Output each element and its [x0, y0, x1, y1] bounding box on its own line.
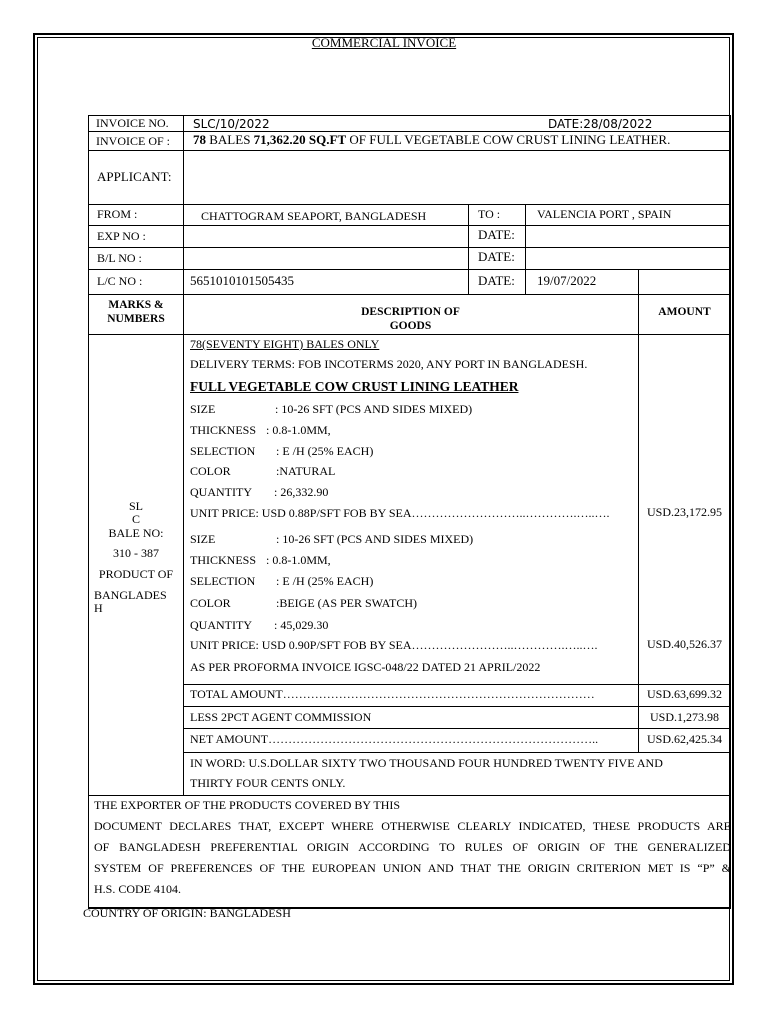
delivery-terms: DELIVERY TERMS: FOB INCOTERMS 2020, ANY PORT IN BANGLADESH.: [190, 357, 588, 371]
declaration-line2: DOCUMENT DECLARES THAT, EXCEPT WHERE OTHERWISE CLEARLY INDICATED, THESE PRODUCTS ARE: [94, 819, 731, 833]
commission-value: USD.1,273.98: [649, 710, 719, 724]
rule: [88, 269, 731, 270]
invoice-of-value: [193, 133, 670, 147]
item2-selection: : E /H (25% EACH): [276, 574, 374, 588]
bales-word: BALES: [209, 132, 251, 147]
rule: [88, 150, 731, 151]
amount-in-words-line2: THIRTY FOUR CENTS ONLY.: [190, 776, 346, 790]
amount-header: AMOUNT: [658, 306, 711, 318]
amount-in-words-line1: IN WORD: U.S.DOLLAR SIXTY TWO THOUSAND FOUR HUNDRED TWENTY FIVE AND: [190, 756, 663, 770]
rule: [88, 334, 731, 335]
declaration-line3: OF BANGLADESH PREFERENTIAL ORIGIN ACCORDING TO RULES OF ORIGIN OF THE GENERALIZED: [94, 840, 731, 854]
item2-thickness: : 0.8-1.0MM,: [266, 553, 331, 567]
desc-header-line2: GOODS: [389, 320, 432, 332]
exp-no-label: EXP NO :: [97, 229, 146, 243]
item1-thickness-label: THICKNESS: [190, 423, 257, 437]
rule: [88, 115, 731, 116]
declaration-line5: H.S. CODE 4104.: [94, 882, 182, 896]
invoice-date: DATE:28/08/2022: [548, 117, 653, 131]
to-value: VALENCIA PORT , SPAIN: [537, 207, 672, 221]
marks-product-of: PRODUCT OF: [98, 567, 174, 581]
product-heading: FULL VEGETABLE COW CRUST LINING LEATHER: [190, 379, 519, 394]
item1-size-label: SIZE: [190, 402, 216, 416]
rule: [183, 115, 184, 795]
marks-bale-range: 310 - 387: [113, 546, 159, 560]
rule: [183, 728, 731, 729]
applicant-label: APPLICANT:: [97, 169, 172, 184]
marks-header-line1: MARKS &: [108, 299, 164, 311]
item2-unit-price: UNIT PRICE: USD 0.90P/SFT FOB BY SEA……………………..………….…..….: [190, 638, 598, 652]
invoice-no-label: INVOICE NO.: [96, 116, 169, 130]
desc-header-line1: DESCRIPTION OF: [361, 306, 460, 318]
from-value: CHATTOGRAM SEAPORT, BANGLADESH: [201, 209, 427, 223]
bales-count: 78: [193, 132, 206, 147]
declaration-line1: THE EXPORTER OF THE PRODUCTS COVERED BY THIS: [94, 798, 401, 812]
marks-country-2: H: [94, 601, 103, 615]
total-amount-label: TOTAL AMOUNT……………………………………………………………………: [190, 687, 595, 701]
marks-sl: SL: [128, 499, 143, 513]
item2-amount: USD.40,526.37: [646, 637, 722, 651]
item1-thickness: : 0.8-1.0MM,: [266, 423, 331, 437]
item2-color: :BEIGE (AS PER SWATCH): [276, 596, 418, 610]
bales-text: 78(SEVENTY EIGHT) BALES ONLY: [190, 337, 380, 351]
bl-no-label: B/L NO :: [97, 251, 142, 265]
marks-header-line2: NUMBERS: [107, 313, 165, 325]
proforma-reference: AS PER PROFORMA INVOICE IGSC-048/22 DATED 21 APRIL/2022: [190, 660, 541, 674]
item2-thickness-label: THICKNESS: [190, 553, 257, 567]
item2-color-label: COLOR: [190, 596, 231, 610]
invoice-no-value: SLC/10/2022: [193, 117, 270, 131]
item1-amount: USD.23,172.95: [646, 505, 722, 519]
item1-unit-price: UNIT PRICE: USD 0.88P/SFT FOB BY SEA………………………..………….…..….: [190, 506, 610, 520]
lc-date-label: DATE:: [478, 273, 515, 288]
item1-color: :NATURAL: [276, 464, 336, 478]
declaration-line4: SYSTEM OF PREFERENCES OF THE EUROPEAN UNION AND THAT THE ORIGIN CRITERION MET IS “P” &: [94, 861, 731, 875]
rule: [183, 706, 731, 707]
bl-date-label: DATE:: [478, 249, 515, 264]
rule: [88, 225, 731, 226]
lc-date-value: 19/07/2022: [537, 273, 597, 288]
item2-selection-label: SELECTION: [190, 574, 256, 588]
lc-no-value: 5651010101505435: [190, 273, 294, 288]
rule: [88, 204, 731, 205]
item1-quantity: : 26,332.90: [274, 485, 329, 499]
net-amount-value: USD.62,425.34: [646, 732, 722, 746]
marks-bale-no: BALE NO:: [108, 526, 164, 540]
country-of-origin: COUNTRY OF ORIGIN: BANGLADESH: [83, 906, 291, 920]
item1-color-label: COLOR: [190, 464, 231, 478]
from-label: FROM :: [97, 207, 138, 221]
rule: [183, 752, 731, 753]
item2-size-label: SIZE: [190, 532, 216, 546]
item1-selection: : E /H (25% EACH): [276, 444, 374, 458]
marks-c: C: [131, 512, 140, 526]
rule: [88, 247, 731, 248]
rule: [525, 204, 526, 294]
exp-date-label: DATE:: [478, 227, 515, 242]
item2-quantity-label: QUANTITY: [190, 618, 252, 632]
lc-no-label: L/C NO :: [97, 274, 143, 288]
total-amount-value: USD.63,699.32: [646, 687, 722, 701]
item1-size: : 10-26 SFT (PCS AND SIDES MIXED): [275, 402, 473, 416]
item1-selection-label: SELECTION: [190, 444, 256, 458]
commission-label: LESS 2PCT AGENT COMMISSION: [190, 710, 372, 724]
sqft-value: 71,362.20 SQ.FT: [253, 132, 347, 147]
document-title: COMMERCIAL INVOICE: [311, 35, 457, 50]
item1-quantity-label: QUANTITY: [190, 485, 252, 499]
net-amount-label: NET AMOUNT………………………………………………………………………..: [190, 732, 599, 746]
marks-country-1: BANGLADES: [94, 588, 167, 602]
to-label: TO :: [478, 207, 501, 221]
rule: [183, 684, 731, 685]
rule: [468, 204, 469, 294]
rule: [88, 795, 731, 796]
invoice-of-label: INVOICE OF :: [96, 134, 170, 148]
invoice-of-rest: OF FULL VEGETABLE COW CRUST LINING LEATHER.: [349, 132, 671, 147]
item2-size: : 10-26 SFT (PCS AND SIDES MIXED): [276, 532, 474, 546]
rule: [638, 269, 639, 335]
item2-quantity: : 45,029.30: [274, 618, 329, 632]
rule: [88, 294, 731, 295]
